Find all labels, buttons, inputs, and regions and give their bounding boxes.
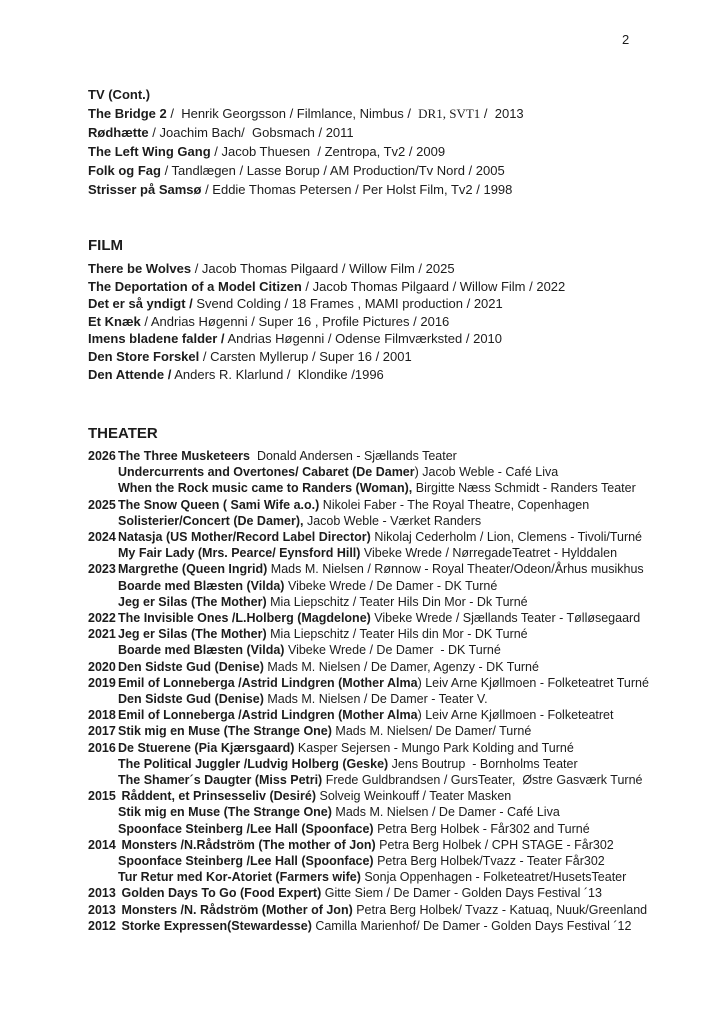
credit-line (88, 123, 706, 142)
theater-year: 2024 (88, 530, 116, 545)
theater-credits: Vibeke Wrede / De Damer - DK Turné (284, 578, 498, 593)
credit-segment: / Joachim Bach/ Gobsmach / 2011 (148, 125, 354, 140)
theater-year: 2013 (88, 886, 116, 901)
theater-row (88, 497, 706, 513)
theater-credits: Birgitte Næss Schmidt - Randers Teater (412, 481, 636, 496)
theater-title-role: Boarde med Blæsten (Vilda) (118, 578, 285, 593)
theater-year: 2020 (88, 659, 116, 674)
theater-title-role: Den Sidste Gud (Denise) (118, 659, 264, 674)
credit-line (88, 260, 706, 278)
theater-title-role: Jeg er Silas (The Mother) (118, 594, 267, 609)
theater-title-role: My Fair Lady (Mrs. Pearce/ Eynsford Hill) (118, 546, 361, 561)
theater-title-role: Den Sidste Gud (Denise) (118, 692, 264, 707)
credit-segment: Et Knæk (88, 313, 141, 329)
theater-title-role: When the Rock music came to Randers (Woman), (118, 481, 413, 496)
theater-credits: Jacob Weble - Værket Randers (303, 513, 482, 528)
theater-year: 2012 (88, 918, 116, 933)
theater-row (88, 513, 706, 529)
theater-row (88, 869, 706, 885)
credit-segment: Strisser på Samsø (88, 182, 202, 197)
theater-year: 2017 (88, 724, 116, 739)
theater-row (88, 626, 706, 642)
theater-credits: Vibeke Wrede / Sjællands Teater - Tølløsegaard (370, 611, 641, 626)
credit-line (88, 278, 706, 296)
theater-year: 2014 (88, 837, 116, 852)
theater-row (88, 788, 706, 804)
credit-segment: Folk og Fag (88, 163, 161, 178)
page-number: 2 (622, 32, 630, 47)
theater-year: 2021 (88, 627, 116, 642)
theater-year: 2015 (88, 789, 116, 804)
theater-credits: Petra Berg Holbek/ Tvazz - Katuaq, Nuuk/Greenland (352, 902, 648, 917)
theater-row (88, 740, 706, 756)
theater-title-role: Spoonface Steinberg /Lee Hall (Spoonface) (118, 854, 374, 869)
theater-title-role: Monsters /N.Rådström (The mother of Jon) (118, 837, 376, 852)
credit-segment: Rødhætte (88, 125, 149, 140)
theater-credits: Solveig Weinkouff / Teater Masken (316, 789, 512, 804)
theater-title-role: The Three Musketeers (118, 449, 250, 463)
credit-line (88, 313, 706, 331)
theater-row (88, 610, 706, 626)
theater-title-role: Golden Days To Go (Food Expert) (118, 886, 322, 901)
theater-title-role: The Shamer´s Daugter (Miss Petri) (118, 773, 323, 788)
theater-credits: ) Leiv Arne Kjøllmoen - Folketeatret Turné (417, 675, 649, 690)
credit-segment: / 2013 (480, 106, 524, 121)
theater-year: 2016 (88, 740, 116, 755)
theater-credits: Mads M. Nielsen / De Damer, Agenzy - DK Turné (263, 659, 539, 674)
theater-row (88, 723, 706, 739)
theater-credits: Nikolei Faber - The Royal Theatre, Copenhagen (319, 497, 590, 512)
theater-title-role: Råddent, et Prinsesseliv (Desiré) (118, 789, 317, 804)
credit-segment: DR1, SVT1 (418, 106, 481, 121)
credit-line (88, 161, 706, 180)
theater-section (88, 424, 706, 934)
credit-segment: Svend Colding / 18 Frames , MAMI production / 2021 (192, 296, 503, 312)
theater-row (88, 529, 706, 545)
theater-year: 2023 (88, 562, 116, 577)
theater-row (88, 578, 706, 594)
theater-title-role: Boarde med Blæsten (Vilda) (118, 643, 285, 658)
theater-credits: Petra Berg Holbek / CPH STAGE - Får302 (375, 837, 614, 852)
credit-segment: / Jacob Thomas Pilgaard / Willow Film / 2022 (301, 278, 566, 294)
theater-title-role: Spoonface Steinberg /Lee Hall (Spoonface) (118, 821, 374, 836)
theater-row (88, 772, 706, 788)
theater-row (88, 464, 706, 480)
credit-segment: Den Attende / (88, 366, 172, 382)
theater-row (88, 561, 706, 577)
theater-title-role: Stik mig en Muse (The Strange One) (118, 805, 332, 820)
theater-credits: Nikolaj Cederholm / Lion, Clemens - Tivoli/Turné (370, 530, 643, 545)
theater-year: 2025 (88, 497, 116, 512)
film-heading: FILM (88, 237, 123, 254)
credit-segment: / Jacob Thuesen / Zentropa, Tv2 / 2009 (210, 144, 446, 159)
theater-title-role: Undercurrents and Overtones/ Cabaret (De Damer (118, 465, 415, 480)
theater-credits: Mads M. Nielsen / Rønnow - Royal Theater/Odeon/Århus musikhus (267, 562, 644, 577)
tv-heading: TV (Cont.) (88, 87, 151, 102)
theater-row (88, 853, 706, 869)
credit-segment: There be Wolves (88, 261, 192, 276)
theater-credits: Petra Berg Holbek/Tvazz - Teater Får302 (373, 854, 605, 869)
theater-credits: Frede Guldbrandsen / GursTeater, Østre Gasværk Turné (322, 773, 643, 788)
theater-title-role: Emil of Lonneberga /Astrid Lindgren (Mother Alma (118, 708, 418, 723)
credit-segment: / Tandlægen / Lasse Borup / AM Production/Tv Nord / 2005 (160, 163, 505, 178)
theater-year: 2018 (88, 708, 116, 723)
credit-line (88, 104, 706, 123)
theater-title-role: Monsters /N. Rådström (Mother of Jon) (118, 902, 353, 917)
theater-credits: Mia Liepschitz / Teater Hils din Mor - DK Turné (266, 627, 528, 642)
theater-year: 2026 (88, 449, 116, 463)
theater-credits: Gitte Siem / De Damer - Golden Days Festival ´13 (321, 886, 602, 901)
theater-credits: Mads M. Nielsen / De Damer - Café Liva (331, 805, 560, 820)
theater-title-role: The Snow Queen ( Sami Wife a.o.) (118, 497, 320, 512)
tv-section (88, 85, 706, 199)
credit-line (88, 348, 706, 366)
theater-row (88, 675, 706, 691)
theater-title-role: The Invisible Ones /L.Holberg (Magdelone) (118, 611, 371, 626)
theater-title-role: The Political Juggler /Ludvig Holberg (Geske) (118, 756, 389, 771)
credit-segment: Den Store Forskel (88, 348, 200, 364)
theater-title-role: Natasja (US Mother/Record Label Director) (118, 530, 371, 545)
credit-segment: Imens bladene falder / (88, 331, 225, 347)
theater-row (88, 659, 706, 675)
theater-credits: Petra Berg Holbek - Får302 and Turné (373, 821, 590, 836)
theater-credits: Jens Boutrup - Bornholms Teater (388, 756, 578, 771)
theater-credits: ) Leiv Arne Kjøllmoen - Folketeatret (417, 708, 614, 723)
credit-segment: / Jacob Thomas Pilgaard / Willow Film / 2025 (191, 261, 455, 276)
theater-year: 2019 (88, 675, 116, 690)
theater-credits: Camilla Marienhof/ De Damer - Golden Days Festival ´12 (311, 918, 632, 933)
credit-segment: Det er så yndigt / (88, 296, 193, 312)
tv-credit-list (88, 104, 706, 199)
theater-title-role: Stik mig en Muse (The Strange One) (118, 724, 332, 739)
theater-row (88, 821, 706, 837)
theater-title-role: Emil of Lonneberga /Astrid Lindgren (Mother Alma (118, 675, 418, 690)
credit-segment: The Left Wing Gang (88, 144, 211, 159)
theater-row (88, 594, 706, 610)
theater-row (88, 756, 706, 772)
credit-segment: The Bridge 2 (88, 106, 167, 121)
theater-year: 2013 (88, 902, 116, 917)
theater-credits: Mads M. Nielsen/ De Damer/ Turné (331, 724, 532, 739)
credit-segment: Anders R. Klarlund / Klondike /1996 (171, 366, 384, 382)
theater-credits: Kasper Sejersen - Mungo Park Kolding and Turné (294, 740, 574, 755)
credit-segment: Andrias Høgenni / Odense Filmværksted / 2010 (224, 331, 503, 347)
theater-credit-list (88, 448, 706, 934)
credit-segment: / Eddie Thomas Petersen / Per Holst Film, Tv2 / 1998 (201, 182, 513, 197)
film-section (88, 236, 706, 383)
credit-segment: The Deportation of a Model Citizen (88, 278, 302, 294)
theater-title-role: Storke Expressen(Stewardesse) (118, 918, 312, 933)
theater-row (88, 642, 706, 658)
theater-row (88, 918, 706, 934)
theater-row (88, 707, 706, 723)
credit-segment: / Andrias Høgenni / Super 16 , Profile Pictures / 2016 (140, 313, 450, 329)
theater-row (88, 691, 706, 707)
theater-title-role: Jeg er Silas (The Mother) (118, 627, 267, 642)
theater-credits: Mads M. Nielsen / De Damer - Teater V. (263, 692, 488, 707)
theater-credits: Sonja Oppenhagen - Folketeatret/HusetsTeater (360, 870, 627, 885)
theater-credits: Vibeke Wrede / NørregadeTeatret - Hylddalen (360, 546, 618, 561)
credit-line (88, 142, 706, 161)
theater-credits: Vibeke Wrede / De Damer - DK Turné (284, 643, 501, 658)
credit-line (88, 180, 706, 199)
theater-row (88, 545, 706, 561)
theater-row (88, 448, 706, 464)
theater-row (88, 804, 706, 820)
theater-credits: Mia Liepschitz / Teater Hils Din Mor - Dk Turné (266, 594, 528, 609)
theater-title-role: Margrethe (Queen Ingrid) (118, 562, 268, 577)
theater-title-role: Solisterier/Concert (De Damer), (118, 513, 304, 528)
theater-row (88, 837, 706, 853)
theater-row (88, 902, 706, 918)
theater-title-role: Tur Retur med Kor-Atoriet (Farmers wife) (118, 870, 361, 885)
credit-line (88, 295, 706, 313)
credit-line (88, 366, 706, 384)
credit-line (88, 330, 706, 348)
credit-segment: / Carsten Myllerup / Super 16 / 2001 (199, 348, 412, 364)
theater-credits: Donald Andersen - Sjællands Teater (250, 449, 457, 463)
theater-year: 2022 (88, 611, 116, 626)
theater-title-role: De Stuerene (Pia Kjærsgaard) (118, 740, 295, 755)
theater-credits: ) Jacob Weble - Café Liva (414, 465, 559, 480)
theater-row (88, 885, 706, 901)
theater-row (88, 480, 706, 496)
credit-segment: / Henrik Georgsson / Filmlance, Nimbus / (166, 106, 419, 121)
theater-heading: THEATER (88, 425, 158, 442)
film-credit-list (88, 260, 706, 383)
